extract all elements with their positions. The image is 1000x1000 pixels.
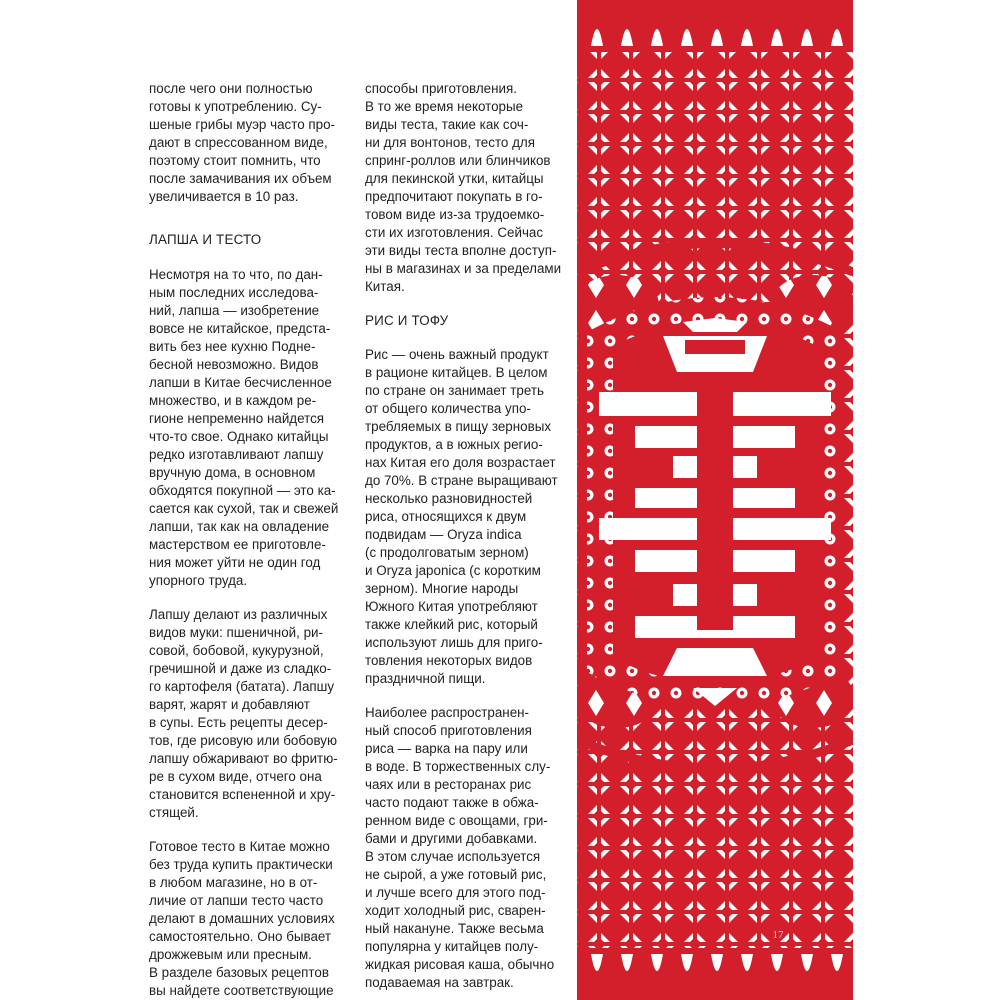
text-line: и лучше всего для этого под- <box>365 885 546 900</box>
text-line: готовы к употреблению. Су- <box>149 99 322 114</box>
text-line: риса, относящихся к двум <box>365 509 527 524</box>
text-line: бесной невозможно. Видов <box>149 357 319 372</box>
text-line: становится вспененной и хру- <box>149 787 336 802</box>
text-line: (с продолговатым зерном) <box>365 545 529 560</box>
section-heading: РИС И ТОФУ <box>365 313 449 328</box>
text-line: после замачивания их объем <box>149 171 332 186</box>
text-line: в воде. В торжественных слу- <box>365 759 551 774</box>
text-line: до 70%. В стране выращивают <box>365 473 558 488</box>
text-line: ны в магазинах и за пределами <box>365 261 562 276</box>
text-line: ни для вонтонов, тесто для <box>365 135 535 150</box>
text-line: от общего количества упо- <box>365 401 531 416</box>
text-line: лапши, так как на овладение <box>149 519 330 534</box>
text-line: и Oryza japonica (с коротким <box>365 563 541 578</box>
text-line: способы приготовления. <box>365 81 517 96</box>
text-line: го картофеля (батата). Лапшу <box>149 679 335 694</box>
text-line: лапши в Китае бесчисленное <box>149 375 332 390</box>
text-line: Рис — очень важный продукт <box>365 347 549 362</box>
text-line: в любом магазине, но в от- <box>149 875 318 890</box>
text-line: предпочитают покупать в го- <box>365 189 543 204</box>
text-line: мастерством ее приготовле- <box>149 537 326 552</box>
text-line: Лапшу делают из различных <box>149 607 328 622</box>
text-line: сти их изготовления. Сейчас <box>365 225 544 240</box>
text-line: совой, бобовой, кукурузной, <box>149 643 324 658</box>
text-line: ным последних исследова- <box>149 285 319 300</box>
text-line: Южного Китая употребляют <box>365 599 538 614</box>
text-line: в супы. Есть рецепты десер- <box>149 715 328 730</box>
text-line: Несмотря на то что, по дан- <box>149 267 323 282</box>
text-line: В этом случае используется <box>365 849 541 864</box>
text-line: популярна у китайцев полу- <box>365 939 539 954</box>
text-line: товом виде из-за трудоемко- <box>365 207 545 222</box>
text-line: виды теста, такие как соч- <box>365 117 529 132</box>
text-line: тов, где рисовую или бобовую <box>149 733 338 748</box>
text-line: самостоятельно. Оно бывает <box>149 929 332 944</box>
text-line: гречишной и даже из сладко- <box>149 661 332 676</box>
text-line: вить без нее кухню Подне- <box>149 339 316 354</box>
text-line: личие от лапши тесто часто <box>149 893 324 908</box>
text-line: В то же время некоторые <box>365 99 524 114</box>
text-line: видов муки: пшеничной, ри- <box>149 625 323 640</box>
text-line: ния может уйти не один год <box>149 555 321 570</box>
text-line: риса — варка на пару или <box>365 741 528 756</box>
text-line: для пекинской утки, китайцы <box>365 171 544 186</box>
text-line: бами и другими добавками. <box>365 831 538 846</box>
text-line: ре в сухом виде, отчего она <box>149 769 322 784</box>
text-line: множество, и в каждом ре- <box>149 393 317 408</box>
text-line: В разделе базовых рецептов <box>149 965 329 980</box>
text-line: делают в домашних условиях <box>149 911 335 926</box>
text-line: ходит холодный рис, сварен- <box>365 903 546 918</box>
text-line: также клейкий рис, который <box>365 617 538 632</box>
text-line: гионе непременно найдется <box>149 411 325 426</box>
text-line: ный накануне. Также весьма <box>365 921 544 936</box>
text-line: ний, лапша — изобретение <box>149 303 320 318</box>
text-line: без труда купить практически <box>149 857 333 872</box>
text-line: по стране он занимает треть <box>365 383 544 398</box>
text-line: обходятся покупной — это ка- <box>149 483 336 498</box>
text-line: ный способ приготовления <box>365 723 532 738</box>
text-line: шеные грибы муэр часто про- <box>149 117 335 132</box>
text-line: подвидам — Oryza indica <box>365 527 522 542</box>
text-line: вовсе не китайское, предста- <box>149 321 331 336</box>
text-line: часто подают также в обжа- <box>365 795 539 810</box>
text-line: требляемых в пищу зерновых <box>365 419 552 434</box>
text-line: увеличивается в 10 раз. <box>149 189 299 204</box>
text-line: Китая. <box>365 279 405 294</box>
text-line: зерном). Многие народы <box>365 581 519 596</box>
page-number: 17 <box>772 929 784 941</box>
text-line: жидкая рисовая каша, обычно <box>365 957 555 972</box>
text-line: товления некоторых видов <box>365 653 533 668</box>
text-line: дают в спрессованном виде, <box>149 135 328 150</box>
text-line: эти виды теста вполне доступ- <box>365 243 557 258</box>
text-line: варят, жарят и добавляют <box>149 697 310 712</box>
red-papercut-panel <box>577 0 853 1000</box>
text-line: несколько разновидностей <box>365 491 533 506</box>
text-line: чаях или в ресторанах рис <box>365 777 532 792</box>
text-line: Наиболее распространен- <box>365 705 530 720</box>
text-line: в рационе китайцев. В целом <box>365 365 548 380</box>
text-line: лапшу обжаривают во фритю- <box>149 751 338 766</box>
text-line: вручную дома, в основном <box>149 465 316 480</box>
text-line: продуктов, а в южных регио- <box>365 437 543 452</box>
text-line: дрожжевым или пресным. <box>149 947 312 962</box>
text-line: не сырой, а уже готовый рис, <box>365 867 547 882</box>
text-line: редко изготавливают лапшу <box>149 447 324 462</box>
text-line: подаваемая на завтрак. <box>365 975 514 990</box>
text-line: вы найдете соответствующие <box>149 983 334 998</box>
text-line: сается как сухой, так и свежей <box>149 501 339 516</box>
text-line: используют лишь для приго- <box>365 635 543 650</box>
text-line: после чего они полностью <box>149 81 313 96</box>
text-line: упорного труда. <box>149 573 248 588</box>
text-line: нах Китая его доля возрастает <box>365 455 556 470</box>
text-line: стящей. <box>149 805 199 820</box>
section-heading: ЛАПША И ТЕСТО <box>149 232 262 247</box>
text-line: праздничной пищи. <box>365 671 486 686</box>
text-line: Готовое тесто в Китае можно <box>149 839 330 854</box>
text-line: что-то свое. Однако китайцы <box>149 429 329 444</box>
text-line: спринг-роллов или блинчиков <box>365 153 551 168</box>
text-line: ренном виде с овощами, гри- <box>365 813 548 828</box>
text-line: поэтому стоит помнить, что <box>149 153 321 168</box>
